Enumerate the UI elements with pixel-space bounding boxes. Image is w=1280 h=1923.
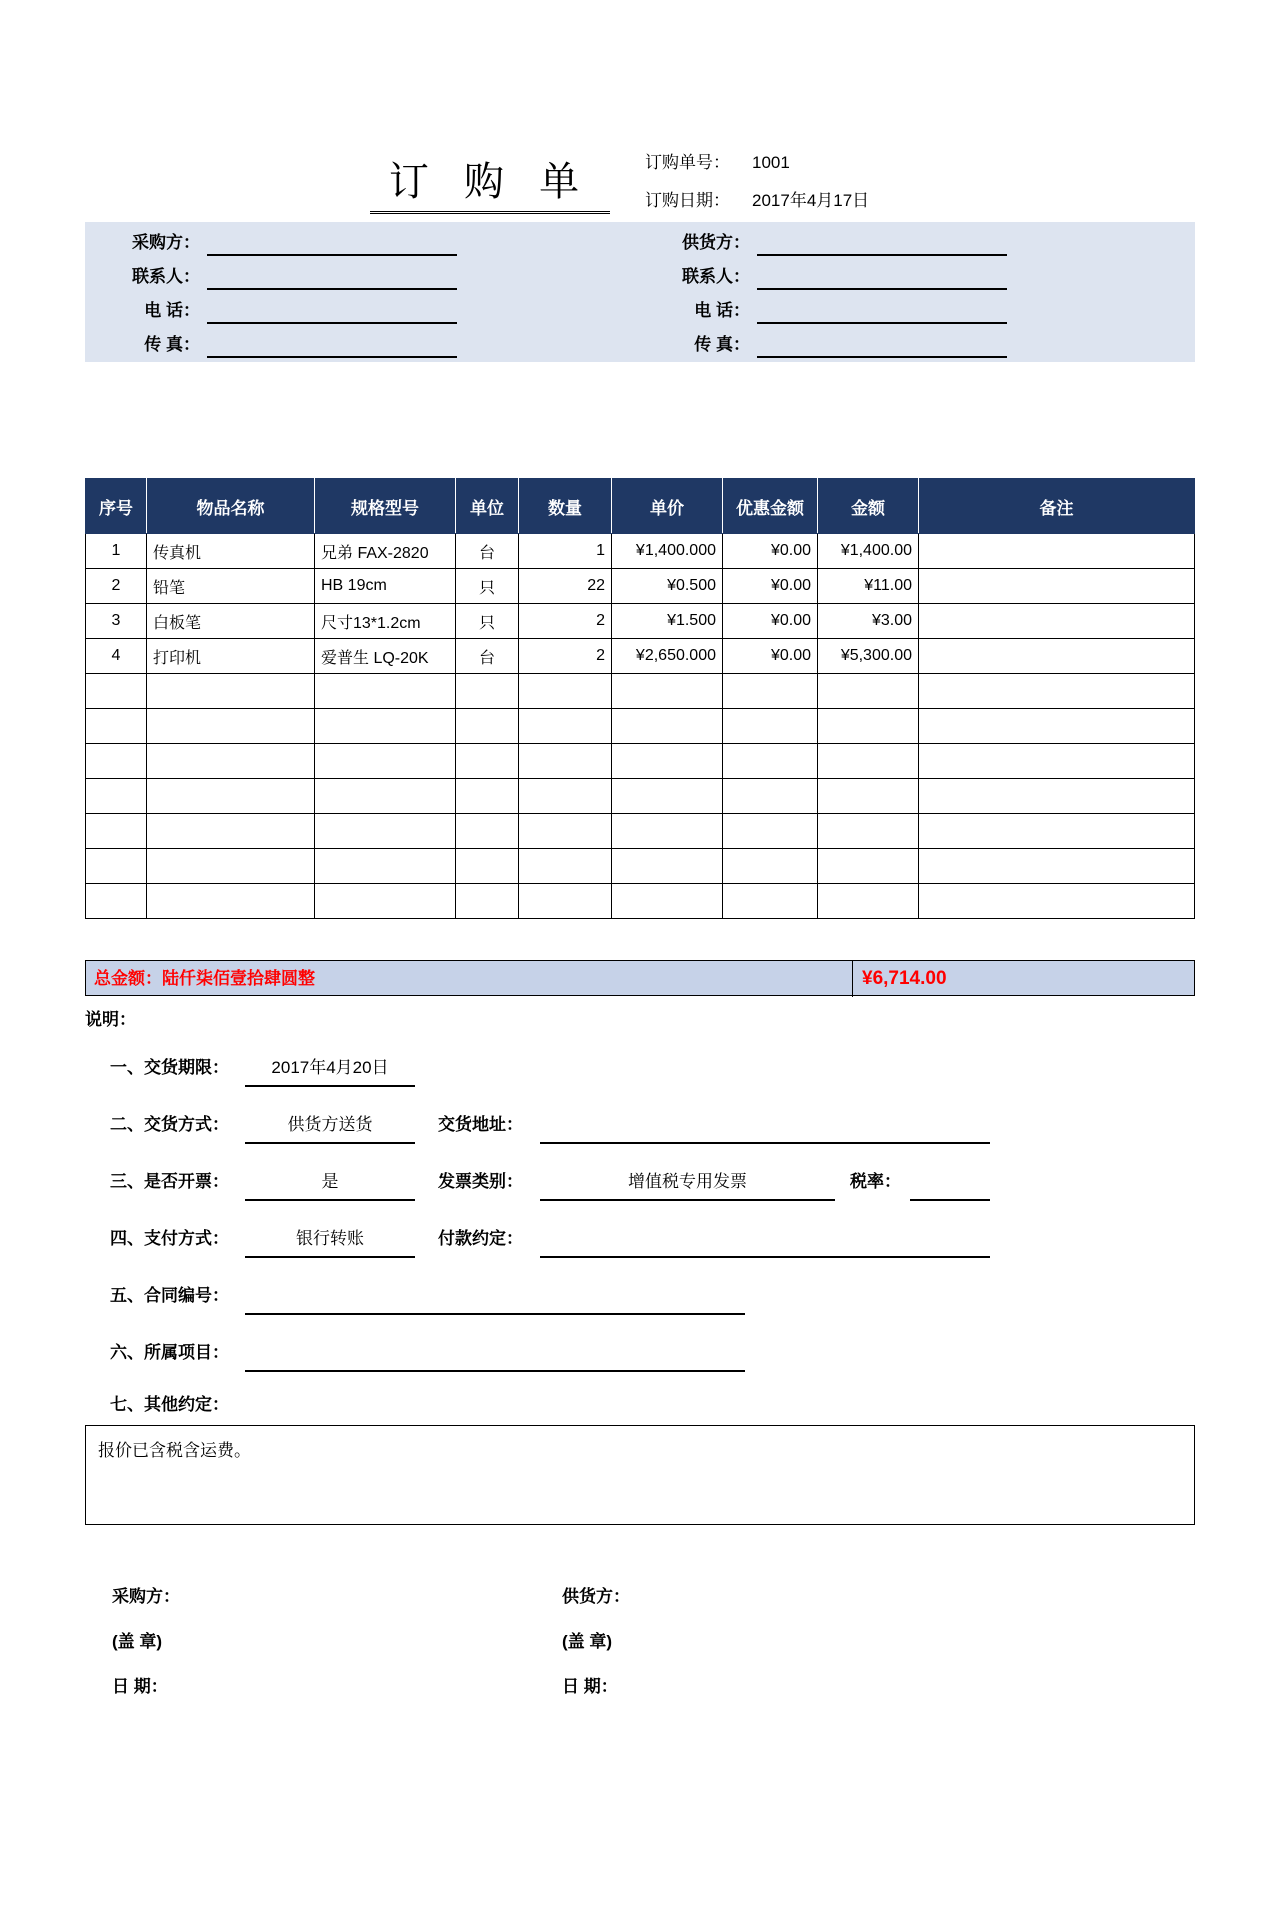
cell-name[interactable]: 打印机 bbox=[147, 639, 315, 674]
delivery-address-underline bbox=[540, 1110, 990, 1144]
cell-note[interactable] bbox=[919, 674, 1195, 709]
cell-index[interactable] bbox=[86, 709, 147, 744]
term-6-label: 六、所属项目： bbox=[110, 1343, 229, 1362]
term-1-value[interactable]: 2017年4月20日 bbox=[271, 1058, 389, 1077]
cell-index[interactable] bbox=[86, 814, 147, 849]
buyer-phone-label: 电 话： bbox=[144, 301, 200, 320]
payment-terms-label: 付款约定： bbox=[438, 1229, 523, 1248]
cell-name[interactable]: 铅笔 bbox=[147, 569, 315, 604]
cell-spec[interactable] bbox=[315, 814, 456, 849]
term-4-label: 四、支付方式： bbox=[110, 1229, 229, 1248]
term-1-label: 一、交货期限： bbox=[110, 1058, 229, 1077]
table-row bbox=[86, 604, 1195, 639]
cell-discount[interactable]: ¥0.00 bbox=[723, 534, 818, 569]
cell-discount[interactable] bbox=[723, 779, 818, 814]
cell-index[interactable] bbox=[86, 849, 147, 884]
cell-name[interactable] bbox=[147, 709, 315, 744]
signature-buyer-date-label: 日 期： bbox=[112, 1677, 168, 1696]
cell-unit[interactable] bbox=[456, 744, 519, 779]
term-4-underline bbox=[245, 1224, 415, 1258]
cell-price[interactable] bbox=[612, 744, 723, 779]
cell-discount[interactable] bbox=[723, 849, 818, 884]
term-6-underline bbox=[245, 1338, 745, 1372]
cell-note[interactable] bbox=[919, 604, 1195, 639]
table-row bbox=[86, 674, 1195, 709]
cell-discount[interactable] bbox=[723, 674, 818, 709]
buyer-phone-input[interactable] bbox=[207, 296, 457, 324]
cell-price[interactable] bbox=[612, 814, 723, 849]
supplier-contact-label: 联系人： bbox=[682, 267, 750, 286]
cell-price[interactable] bbox=[612, 674, 723, 709]
column-header-price: 单价 bbox=[612, 479, 723, 534]
cell-index[interactable] bbox=[86, 744, 147, 779]
cell-unit[interactable]: 台 bbox=[456, 639, 519, 674]
term-7-label: 七、其他约定： bbox=[110, 1395, 229, 1414]
cell-note[interactable] bbox=[919, 534, 1195, 569]
signature-buyer-label: 采购方： bbox=[112, 1587, 180, 1606]
term-2-value[interactable]: 供货方送货 bbox=[287, 1115, 373, 1134]
column-header-index: 序号 bbox=[86, 479, 147, 534]
tax-rate-label: 税率： bbox=[850, 1172, 901, 1191]
cell-amount[interactable] bbox=[818, 709, 919, 744]
column-header-spec: 规格型号 bbox=[315, 479, 456, 534]
cell-quantity[interactable] bbox=[519, 744, 612, 779]
order-date-row bbox=[645, 186, 869, 211]
cell-note[interactable] bbox=[919, 639, 1195, 674]
cell-index[interactable] bbox=[86, 779, 147, 814]
total-row bbox=[85, 960, 1195, 996]
cell-spec[interactable]: 兄弟 FAX-2820 bbox=[315, 534, 456, 569]
table-row bbox=[86, 779, 1195, 814]
column-header-quantity: 数量 bbox=[519, 479, 612, 534]
cell-note[interactable] bbox=[919, 709, 1195, 744]
supplier-contact-input[interactable] bbox=[757, 262, 1007, 290]
cell-quantity[interactable]: 2 bbox=[519, 604, 612, 639]
table-row bbox=[86, 744, 1195, 779]
table-row bbox=[86, 709, 1195, 744]
order-number-row bbox=[645, 148, 790, 173]
buyer-name-label: 采购方： bbox=[132, 233, 200, 252]
cell-quantity[interactable] bbox=[519, 709, 612, 744]
cell-amount[interactable] bbox=[818, 779, 919, 814]
buyer-fax-label: 传 真： bbox=[144, 335, 200, 354]
term-5-underline bbox=[245, 1281, 745, 1315]
supplier-name-label: 供货方： bbox=[682, 233, 750, 252]
page-title: 订 购 单 bbox=[370, 150, 610, 214]
cell-quantity[interactable]: 2 bbox=[519, 639, 612, 674]
cell-note[interactable] bbox=[919, 744, 1195, 779]
buyer-contact-label: 联系人： bbox=[132, 267, 200, 286]
cell-discount[interactable] bbox=[723, 884, 818, 919]
notes-heading: 说明： bbox=[85, 1010, 136, 1029]
cell-discount[interactable] bbox=[723, 814, 818, 849]
cell-unit[interactable]: 只 bbox=[456, 604, 519, 639]
cell-spec[interactable]: HB 19cm bbox=[315, 569, 456, 604]
delivery-address-label: 交货地址： bbox=[438, 1115, 523, 1134]
total-divider bbox=[852, 961, 853, 997]
cell-name[interactable] bbox=[147, 674, 315, 709]
cell-unit[interactable] bbox=[456, 849, 519, 884]
cell-name[interactable] bbox=[147, 779, 315, 814]
cell-spec[interactable] bbox=[315, 779, 456, 814]
signature-buyer-seal-label: (盖 章) bbox=[112, 1632, 163, 1651]
cell-unit[interactable] bbox=[456, 709, 519, 744]
table-row bbox=[86, 534, 1195, 569]
buyer-contact-input[interactable] bbox=[207, 262, 457, 290]
cell-unit[interactable] bbox=[456, 884, 519, 919]
cell-spec[interactable]: 爱普生 LQ-20K bbox=[315, 639, 456, 674]
cell-spec[interactable] bbox=[315, 884, 456, 919]
items-table-header-row bbox=[86, 479, 1195, 534]
supplier-fax-label: 传 真： bbox=[694, 335, 750, 354]
term-3-underline bbox=[245, 1167, 415, 1201]
buyer-fax-input[interactable] bbox=[207, 330, 457, 358]
signature-supplier-label: 供货方： bbox=[562, 1587, 630, 1606]
party-info-band bbox=[85, 222, 1195, 362]
cell-amount[interactable]: ¥5,300.00 bbox=[818, 639, 919, 674]
cell-unit[interactable] bbox=[456, 814, 519, 849]
cell-price[interactable]: ¥2,650.000 bbox=[612, 639, 723, 674]
cell-amount[interactable] bbox=[818, 884, 919, 919]
supplier-phone-input[interactable] bbox=[757, 296, 1007, 324]
cell-index[interactable] bbox=[86, 884, 147, 919]
cell-unit[interactable] bbox=[456, 779, 519, 814]
term-2-label: 二、交货方式： bbox=[110, 1115, 229, 1134]
cell-discount[interactable] bbox=[723, 744, 818, 779]
table-row bbox=[86, 569, 1195, 604]
total-value: ¥6,714.00 bbox=[862, 968, 947, 989]
cell-discount[interactable]: ¥0.00 bbox=[723, 639, 818, 674]
cell-note[interactable] bbox=[919, 814, 1195, 849]
column-header-discount: 优惠金额 bbox=[723, 479, 818, 534]
column-header-unit: 单位 bbox=[456, 479, 519, 534]
cell-note[interactable] bbox=[919, 884, 1195, 919]
cell-price[interactable] bbox=[612, 709, 723, 744]
column-header-name: 物品名称 bbox=[147, 479, 315, 534]
table-row bbox=[86, 814, 1195, 849]
invoice-type-label: 发票类别： bbox=[438, 1172, 523, 1191]
column-header-amount: 金额 bbox=[818, 479, 919, 534]
cell-index[interactable]: 1 bbox=[86, 534, 147, 569]
payment-terms-underline bbox=[540, 1224, 990, 1258]
term-3-value[interactable]: 是 bbox=[321, 1172, 339, 1191]
cell-price[interactable] bbox=[612, 849, 723, 884]
cell-quantity[interactable] bbox=[519, 814, 612, 849]
invoice-type-value[interactable]: 增值税专用发票 bbox=[628, 1172, 747, 1191]
table-row bbox=[86, 849, 1195, 884]
table-row bbox=[86, 884, 1195, 919]
signature-supplier-date-label: 日 期： bbox=[562, 1677, 618, 1696]
cell-name[interactable]: 白板笔 bbox=[147, 604, 315, 639]
cell-discount[interactable]: ¥0.00 bbox=[723, 569, 818, 604]
remark-box[interactable] bbox=[85, 1425, 1195, 1525]
cell-unit[interactable] bbox=[456, 674, 519, 709]
cell-name[interactable]: 传真机 bbox=[147, 534, 315, 569]
cell-amount[interactable] bbox=[818, 674, 919, 709]
cell-amount[interactable]: ¥11.00 bbox=[818, 569, 919, 604]
cell-quantity[interactable] bbox=[519, 779, 612, 814]
supplier-phone-label: 电 话： bbox=[694, 301, 750, 320]
invoice-type-underline bbox=[540, 1167, 835, 1201]
cell-note[interactable] bbox=[919, 779, 1195, 814]
cell-amount[interactable]: ¥3.00 bbox=[818, 604, 919, 639]
cell-price[interactable] bbox=[612, 779, 723, 814]
order-date-value: 2017年4月17日 bbox=[752, 191, 870, 210]
cell-note[interactable] bbox=[919, 569, 1195, 604]
order-number-label: 订购单号： bbox=[645, 153, 730, 172]
cell-spec[interactable] bbox=[315, 744, 456, 779]
items-table bbox=[85, 478, 1195, 919]
cell-index[interactable] bbox=[86, 674, 147, 709]
term-5-label: 五、合同编号： bbox=[110, 1286, 229, 1305]
cell-quantity[interactable]: 1 bbox=[519, 534, 612, 569]
cell-amount[interactable] bbox=[818, 814, 919, 849]
signature-supplier-seal-label: (盖 章) bbox=[562, 1632, 613, 1651]
supplier-name-input[interactable] bbox=[757, 228, 1007, 256]
cell-price[interactable]: ¥1.500 bbox=[612, 604, 723, 639]
cell-amount[interactable]: ¥1,400.00 bbox=[818, 534, 919, 569]
cell-spec[interactable] bbox=[315, 709, 456, 744]
buyer-name-input[interactable] bbox=[207, 228, 457, 256]
cell-index[interactable]: 4 bbox=[86, 639, 147, 674]
term-4-value[interactable]: 银行转账 bbox=[296, 1229, 364, 1248]
cell-quantity[interactable] bbox=[519, 674, 612, 709]
cell-index[interactable]: 3 bbox=[86, 604, 147, 639]
cell-name[interactable] bbox=[147, 814, 315, 849]
cell-unit[interactable]: 只 bbox=[456, 569, 519, 604]
order-number-value: 1001 bbox=[752, 153, 790, 172]
total-label: 总金额：陆仟柒佰壹拾肆圆整 bbox=[94, 969, 315, 988]
cell-price[interactable] bbox=[612, 884, 723, 919]
cell-note[interactable] bbox=[919, 849, 1195, 884]
cell-name[interactable] bbox=[147, 884, 315, 919]
term-1-underline bbox=[245, 1053, 415, 1087]
cell-amount[interactable] bbox=[818, 849, 919, 884]
cell-name[interactable] bbox=[147, 849, 315, 884]
cell-quantity[interactable]: 22 bbox=[519, 569, 612, 604]
cell-spec[interactable]: 尺寸13*1.2cm bbox=[315, 604, 456, 639]
cell-unit[interactable]: 台 bbox=[456, 534, 519, 569]
cell-price[interactable]: ¥1,400.000 bbox=[612, 534, 723, 569]
cell-spec[interactable] bbox=[315, 849, 456, 884]
cell-discount[interactable] bbox=[723, 709, 818, 744]
table-row bbox=[86, 639, 1195, 674]
cell-discount[interactable]: ¥0.00 bbox=[723, 604, 818, 639]
remark-text: 报价已含税含运费。 bbox=[98, 1441, 251, 1460]
order-date-label: 订购日期： bbox=[645, 191, 730, 210]
column-header-note: 备注 bbox=[919, 479, 1195, 534]
term-3-label: 三、是否开票： bbox=[110, 1172, 229, 1191]
supplier-fax-input[interactable] bbox=[757, 330, 1007, 358]
cell-name[interactable] bbox=[147, 744, 315, 779]
cell-spec[interactable] bbox=[315, 674, 456, 709]
term-2-underline bbox=[245, 1110, 415, 1144]
cell-amount[interactable] bbox=[818, 744, 919, 779]
tax-rate-underline bbox=[910, 1167, 990, 1201]
cell-quantity[interactable] bbox=[519, 849, 612, 884]
cell-price[interactable]: ¥0.500 bbox=[612, 569, 723, 604]
cell-index[interactable]: 2 bbox=[86, 569, 147, 604]
cell-quantity[interactable] bbox=[519, 884, 612, 919]
